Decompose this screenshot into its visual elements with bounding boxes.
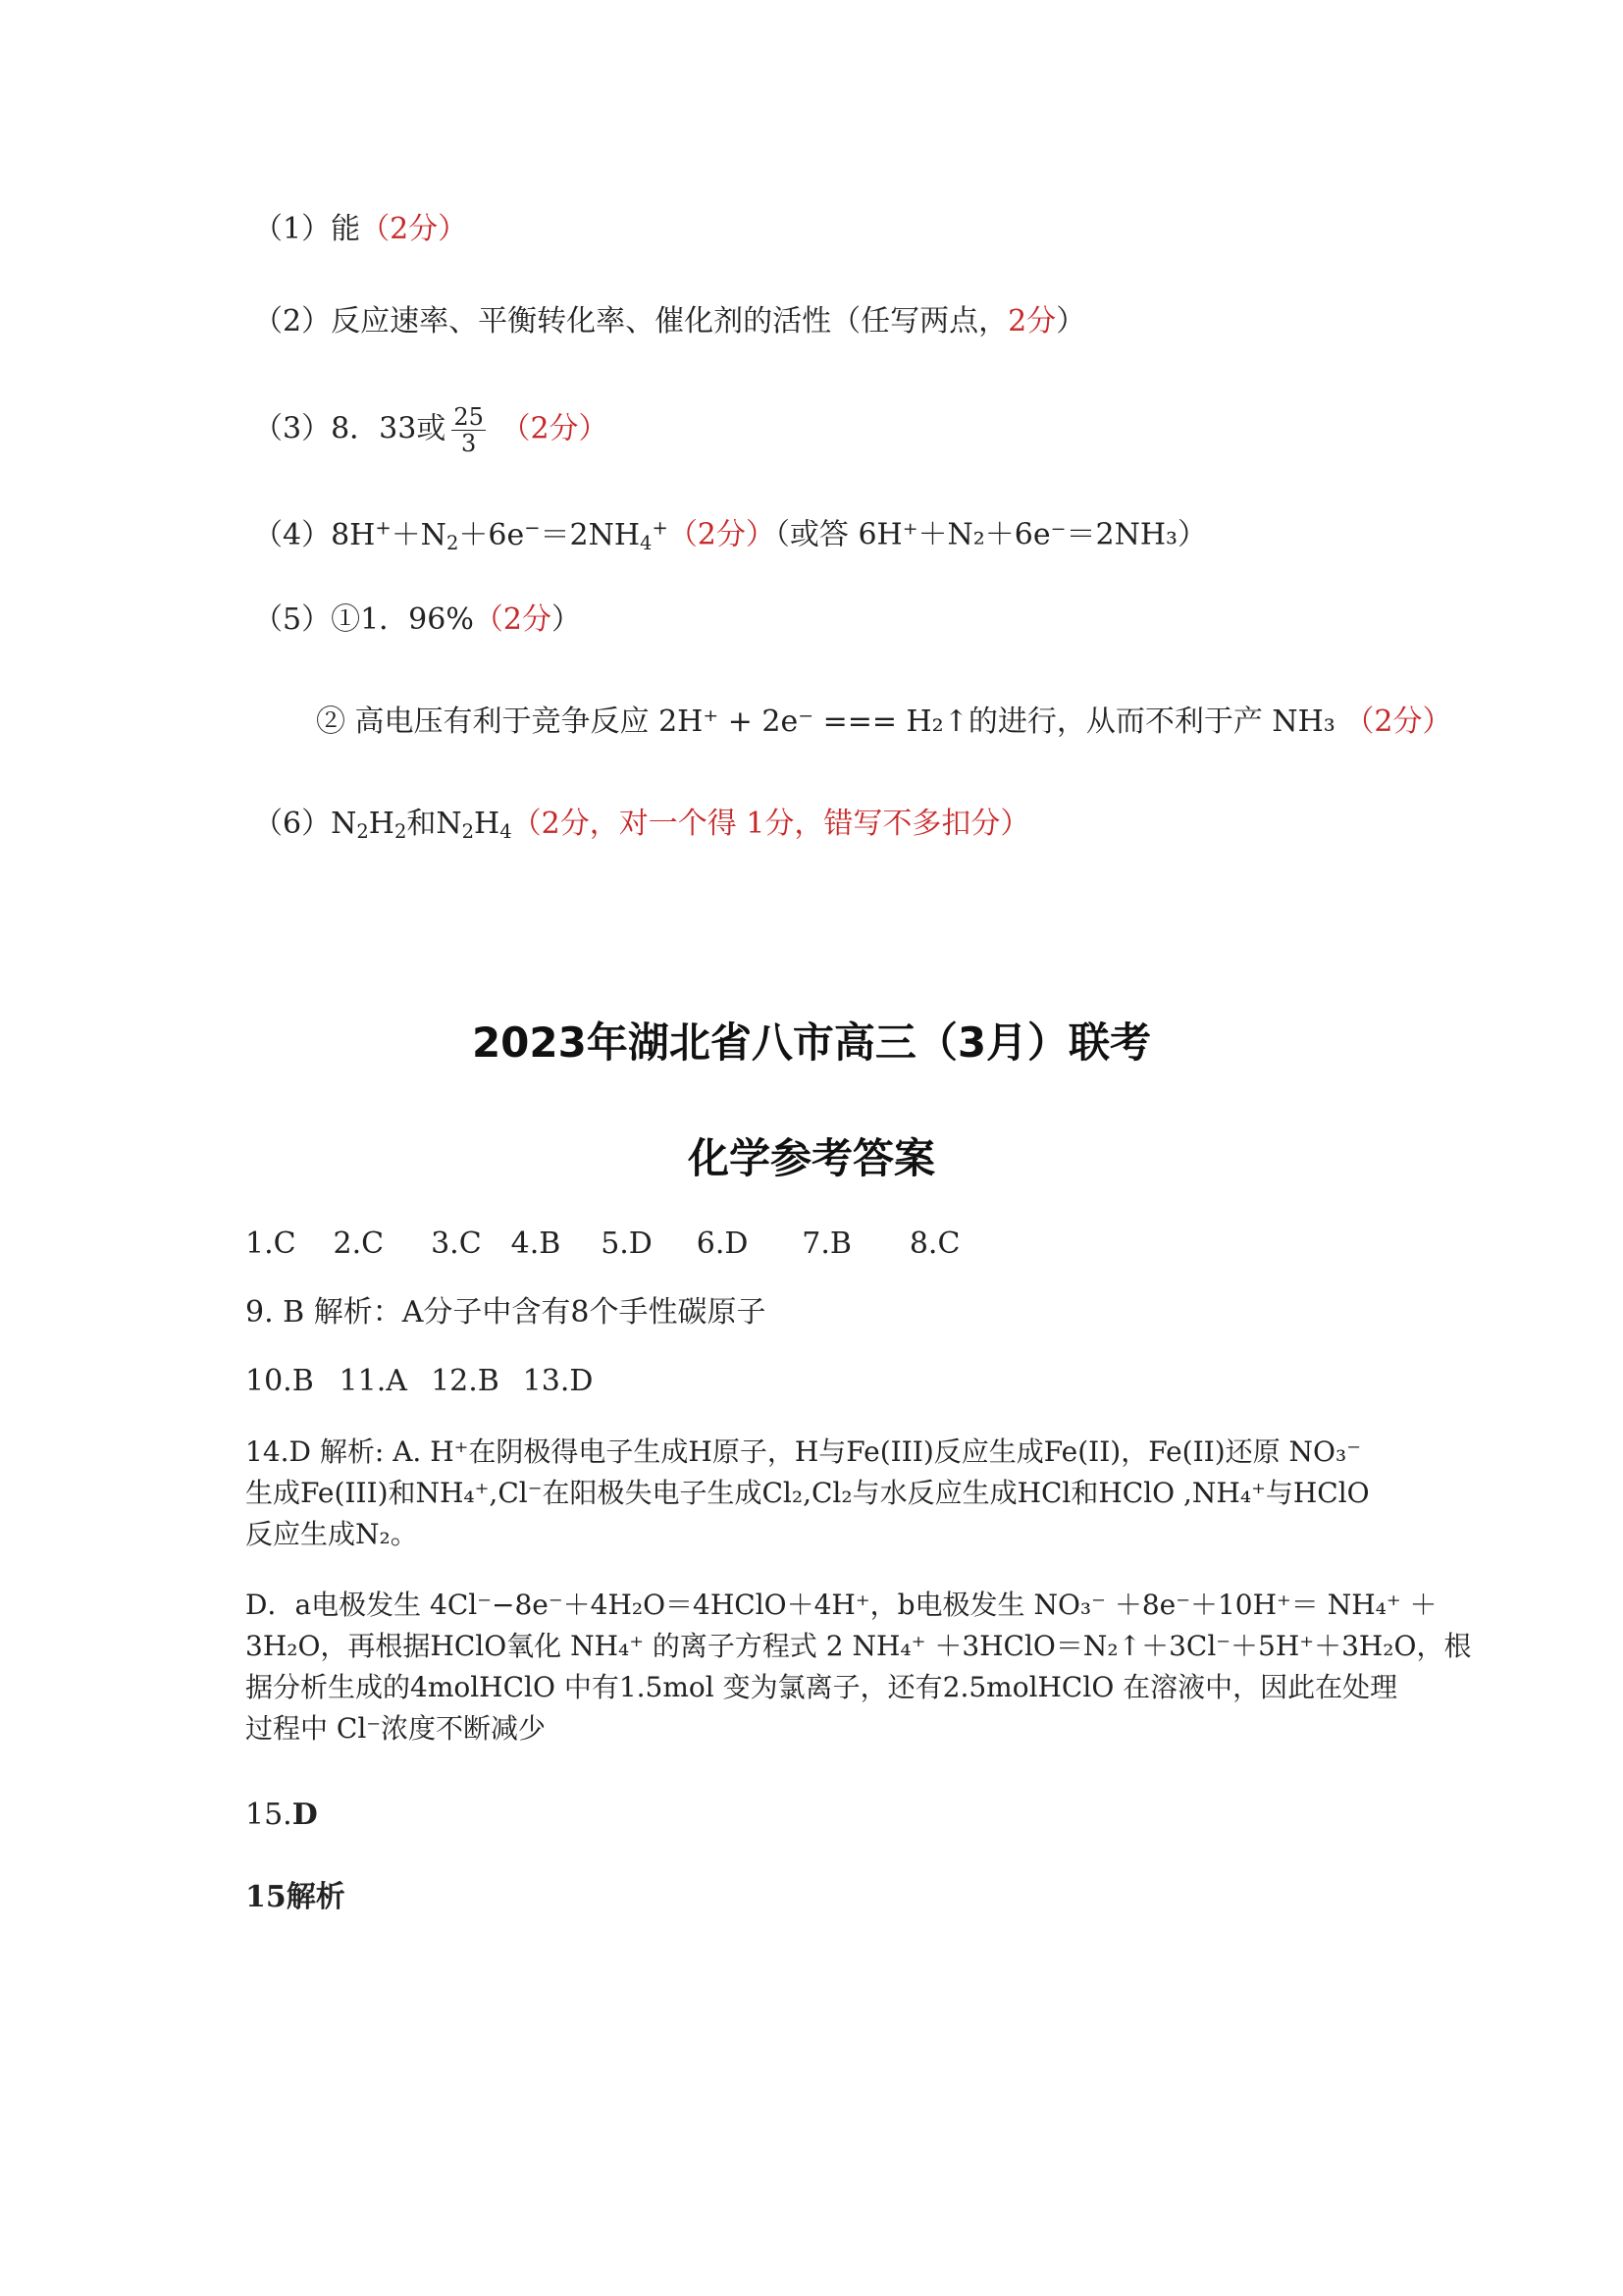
page-title: 2023年湖北省八市高三（3月）联考 (471, 1018, 1152, 1067)
answer-q1-score: （2分） (360, 212, 468, 246)
answer-q2-score: 2分 (1008, 304, 1057, 339)
answer-q4-score: （2分） (667, 517, 775, 552)
answer-item: 3.C (431, 1226, 482, 1261)
answer-q6 (253, 805, 1029, 852)
answer-item: 12.B (431, 1364, 499, 1398)
answer-q15-note: 15解析 (245, 1880, 345, 1914)
fraction-numerator: 25 (453, 403, 484, 431)
answers-row-1 (245, 1225, 988, 1264)
answer-q5b-score: （2分） (1344, 704, 1452, 739)
answer-q5a-tail: ） (550, 602, 581, 637)
answer-q15-value: D (291, 1798, 318, 1832)
answer-q2-tail: ） (1056, 304, 1086, 339)
answers-row-2 (245, 1362, 602, 1401)
answer-q4-alt: （或答 6H⁺＋N₂＋6e⁻＝2NH₃） (774, 517, 1208, 552)
answer-item: 5.D (601, 1226, 653, 1261)
answer-q4-equation: $(4)8H^++N_2+6e^-=2NH_4^+$ (253, 516, 668, 554)
answer-q1-text: （1）能 (253, 212, 361, 246)
answer-q5b (316, 703, 1451, 742)
answer-item: 13.D (522, 1364, 594, 1398)
answer-item: 7.B (802, 1226, 852, 1261)
answer-item: 10.B (245, 1364, 314, 1398)
answer-q5a-score: （2分 (473, 602, 551, 637)
answer-q2 (253, 302, 1085, 341)
answer-q15-label: 15. (245, 1798, 292, 1832)
answer-q15 (245, 1796, 318, 1835)
answer-item: 11.A (339, 1364, 407, 1398)
answer-item: 1.C (245, 1226, 296, 1261)
answer-item: 4.B (510, 1226, 561, 1261)
answer-q2-text: （2）反应速率、平衡转化率、催化剂的活性（任写两点， (253, 304, 1009, 339)
answer-q3-score: （2分） (500, 411, 608, 446)
fraction (451, 404, 486, 456)
answer-q14-line2: 生成Fe(III)和NH₄⁺,Cl⁻在阳极失电子生成Cl₂,Cl₂与水反应生成HCl和HClO ,NH₄⁺与HClO (245, 1477, 1370, 1509)
answer-q6-formula: $(6)N_2H_2$和$N_2H_4$ (253, 807, 512, 843)
answer-q4 (253, 508, 1207, 563)
answer-d-line2: 3H₂O，再根据HClO氧化 NH₄⁺ 的离子方程式 2 NH₄⁺ ＋3HClO＝N₂↑＋3Cl⁻＋5H⁺＋3H₂O，根 (245, 1630, 1472, 1662)
answer-q6-score: （2分，对一个得 1分，错写不多扣分） (511, 807, 1030, 841)
answer-q3-text: （3）8．33或 (253, 411, 446, 446)
page-subtitle: 化学参考答案 (687, 1134, 935, 1182)
answer-q1 (253, 210, 467, 249)
answer-d-line3: 据分析生成的4molHClO 中有1.5mol 变为氯离子，还有2.5molHClO 在溶液中，因此在处理 (245, 1671, 1398, 1703)
answer-q5b-text: ② 高电压有利于竞争反应 2H⁺ + 2e⁻ === H₂↑的进行，从而不利于产 NH₃ (316, 704, 1335, 739)
answer-item: 6.D (696, 1226, 749, 1261)
answer-q14-line1: 14.D 解析: A. H⁺在阴极得电子生成H原子，H与Fe(III)反应生成Fe(II)，Fe(II)还原 NO₃⁻ (245, 1435, 1361, 1468)
answer-item: 2.C (333, 1226, 385, 1261)
answer-d-line1: D．a电极发生 4Cl⁻−8e⁻＋4H₂O＝4HClO＋4H⁺，b电极发生 NO₃⁻ ＋8e⁻＋10H⁺＝ NH₄⁺ ＋ (245, 1589, 1438, 1621)
answer-item: 8.C (909, 1226, 961, 1261)
answer-q5a-text: （5）①1．96% (253, 602, 474, 637)
answer-d-line4: 过程中 Cl⁻浓度不断减少 (245, 1712, 547, 1745)
answer-q9: 9. B 解析：A分子中含有8个手性碳原子 (245, 1295, 766, 1330)
fraction-denominator: 3 (460, 430, 477, 457)
answer-q5a (253, 600, 581, 640)
answer-q3 (253, 404, 608, 456)
answer-q14-line3: 反应生成N₂。 (245, 1518, 418, 1550)
